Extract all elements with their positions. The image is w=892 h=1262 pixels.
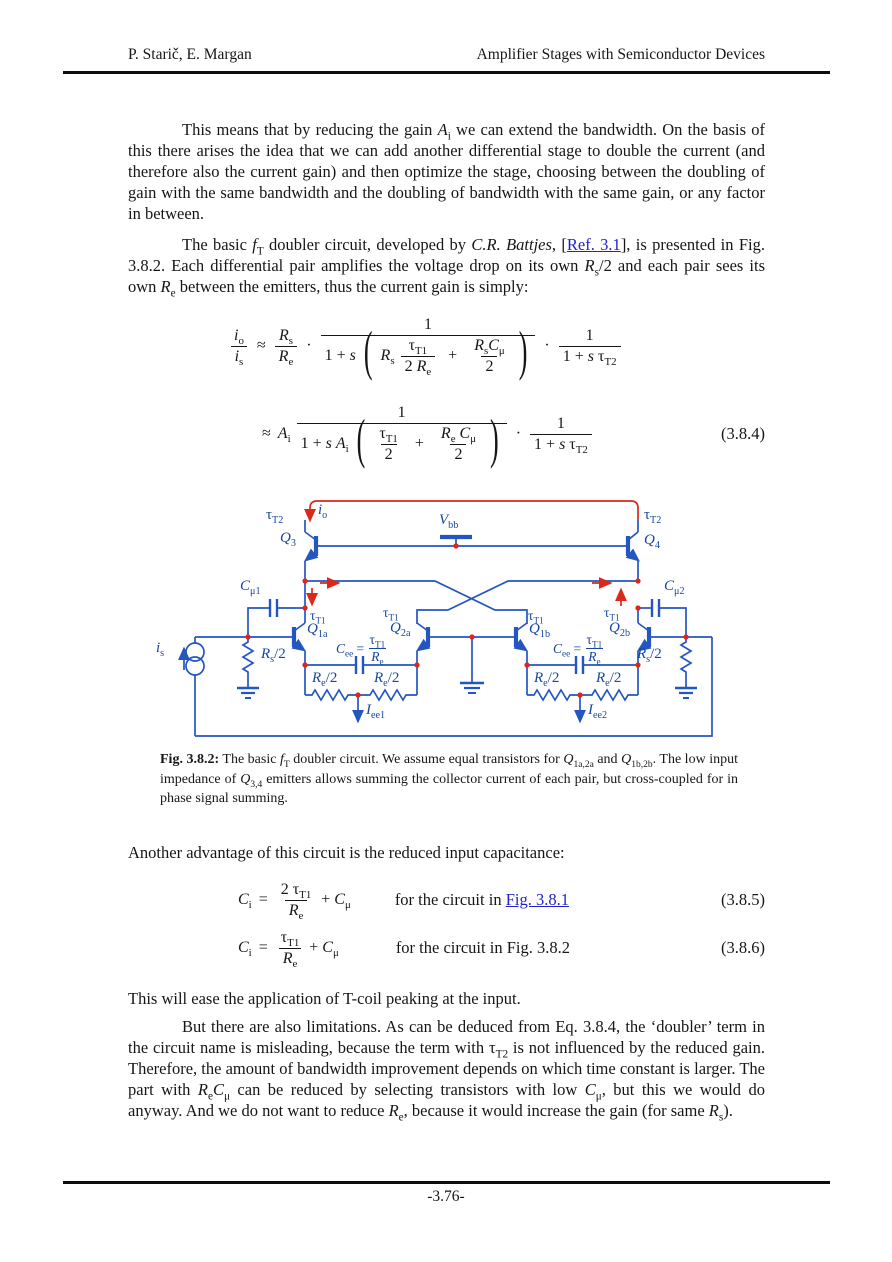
paragraph-1	[128, 119, 765, 224]
circuit-wires	[184, 520, 712, 736]
paragraph-2-pre: The basic $f_T$ doubler circuit, developed by C.R. Battjes, [	[182, 235, 567, 258]
header-book-title: Amplifier Stages with Semiconductor Devices	[476, 46, 765, 63]
approx-op: ≈	[262, 425, 271, 442]
circuit-svg	[140, 490, 800, 752]
q2a-label: $Q_{2a}$	[390, 620, 411, 639]
paragraph-3-text: Another advantage of this circuit is the reduced input capacitance:	[128, 843, 565, 862]
iee2-label: $I_{ee2}$	[588, 702, 608, 721]
q1b-label: $Q_{1b}$	[529, 621, 551, 640]
header-rule	[63, 71, 830, 74]
rs-half-left-label: $R_s/2$	[261, 646, 286, 665]
paragraph-3	[128, 842, 765, 863]
circuit-diagram	[140, 490, 800, 752]
current-direction-arrows	[312, 583, 621, 606]
iee1-label: $I_{ee1}$	[366, 702, 386, 721]
frac-taut1-2: $\frac{\tau_{T1}}{2}$	[379, 425, 398, 463]
equation-386-row	[128, 922, 765, 974]
tau-t1-q1b-label: $\tau_{T1}$	[528, 608, 544, 626]
q1a-label: $Q_{1a}$	[307, 621, 328, 640]
c-mu2-label: $C_{\mu 2}$	[664, 578, 685, 597]
paragraph-5-text: But there are also limitations. As can be deduced from Eq. 3.8.4, the ‘doubler’ term in the circuit name is misleading, because the term with $\tau_{T2}$ is not influenced by the reduced gain. Therefore, the amount of bandwidth improvement depends on which time constant is larger. The part with $R_eC_\mu$ can be reduced by selecting transistors with low $C_\mu$, but this we would do anyway. And we do not want to reduce $R_e$, because it would increase the gain (for same $R_s$).	[128, 1017, 765, 1124]
equation-384-line2	[255, 404, 594, 470]
fig-3-8-1-link[interactable]: Fig. 3.8.1	[505, 890, 569, 909]
equation-386-context: for the circuit in Fig. 3.8.2	[395, 938, 570, 957]
cee-a-label: $C_{ee}$ = $\frac{\tau_{T1}}{R_e}$	[336, 632, 386, 667]
c-mu1-label: $C_{\mu 1}$	[240, 578, 261, 597]
page-number: -3.76-	[427, 1188, 465, 1205]
tau-t2-left-label: $\tau_{T2}$	[266, 507, 284, 526]
equation-385-context: for the circuit in Fig. 3.8.1	[394, 890, 569, 909]
paragraph-2	[128, 234, 765, 300]
re-half-2-label: $R_e/2$	[374, 670, 400, 689]
tau-t1-q2b-label: $\tau_{T1}$	[604, 605, 620, 623]
paragraph-2-post: ], is presented in Fig. 3.8.2. Each differential pair amplifies the voltage drop on its own $R_s/2$ and each pair sees its own $R_e$ between the emitters, thus the current gain is simply:	[128, 235, 765, 300]
equation-384-row2	[128, 398, 765, 470]
paragraph-5	[128, 1016, 765, 1124]
frac-taut1-2re: $\frac{\tau_{T1}}{2 R_e}$	[401, 337, 436, 376]
frac-main-2: 1 1 + s $A_i$ ( $\frac{\tau_{T1}}{2}$ + $\frac{R_e C_\mu}{2}$ )	[297, 404, 507, 464]
io-output-wire	[310, 501, 638, 520]
transistor-bars	[294, 536, 649, 647]
vbb-label: $V_{bb}$	[439, 512, 459, 531]
ai-term: $A_i$	[277, 425, 291, 446]
io-label: $i_o$	[318, 502, 328, 521]
paragraph-1-text: This means that by reducing the gain $A_i$ we can extend the bandwidth. On the basis of this there arises the idea that we can add another differential stage to double the current (and therefore also the current gain) and then optimize the stage, choosing between the doubling of gain with the same bandwidth and the doubling of bandwidth with the same gain, or any factor in between.	[128, 120, 765, 223]
frac-recmu-2: $\frac{R_e C_\mu}{2}$	[440, 425, 477, 463]
re-half-1-label: $R_e/2$	[312, 670, 338, 689]
page-header	[128, 46, 765, 64]
is-label: $i_s$	[156, 640, 165, 659]
footer-rule	[63, 1181, 830, 1184]
frac-pole2b: $\frac{1}{1 + s \tau_{T2}}$	[530, 415, 592, 454]
approx-op: ≈	[256, 337, 266, 354]
header-authors: P. Starič, E. Margan	[128, 46, 252, 63]
equation-384-line1	[228, 316, 623, 382]
cdot-op: ·	[515, 425, 522, 442]
q4-label: $Q_4$	[644, 532, 660, 551]
rs-half-right-label: $R_s/2$	[637, 646, 662, 665]
paragraph-4	[128, 988, 765, 1009]
re-half-4-label: $R_e/2$	[596, 670, 622, 689]
equation-386-number: (3.8.6)	[721, 938, 765, 957]
figure-caption-label: Fig. 3.8.2:	[160, 752, 220, 767]
re-half-3-label: $R_e/2$	[534, 670, 560, 689]
frac-ci-1: $\frac{2 \tau_{T1}}{R_e}$	[280, 880, 312, 922]
q3-label: $Q_3$	[280, 530, 296, 549]
ref-3-1-link[interactable]: Ref. 3.1	[566, 235, 621, 254]
cee-b-label: $C_{ee}$ = $\frac{\tau_{T1}}{R_e}$	[553, 632, 603, 667]
figure-caption-text: The basic $f_T$ doubler circuit. We assume equal transistors for $Q_{1a,2a}$ and $Q_{1b,2b}$. The low input impedance of $Q_{3,4}$ emitters allows summing the collector current of each pair, but cross-coupled for in phase signal summing.	[160, 752, 739, 806]
equation-385-math: $C_i$ = $\frac{2 \tau_{T1}}{R_e}$ + $C_\mu$	[238, 880, 351, 922]
frac-main-1: 1 1 + s ( $R_s$ $\frac{\tau_{T1}}{2 R_e}$ + $\frac{R_sC_\mu}{2}$ )	[321, 316, 536, 376]
equation-385-number: (3.8.5)	[721, 890, 765, 909]
q2b-label: $Q_{2b}$	[609, 620, 631, 639]
tau-t2-right-label: $\tau_{T2}$	[644, 507, 662, 526]
frac-ci-2: $\frac{\tau_{T1}}{R_e}$	[277, 929, 304, 968]
equation-386-math: $C_i$ = $\frac{\tau_{T1}}{R_e}$ + $C_\mu$	[238, 928, 339, 970]
frac-rscmu-2: $\frac{R_sC_\mu}{2}$	[474, 337, 505, 375]
figure-caption	[160, 750, 738, 809]
equation-385-row	[128, 874, 765, 926]
frac-pole2: $\frac{1}{1 + s \tau_{T2}}$	[559, 327, 621, 366]
frac-io-is: $\frac{i_o}{i_s}$	[230, 327, 248, 366]
frac-rs-re: $\frac{R_s}{R_e}$	[275, 327, 298, 366]
tau-t1-q1a-label: $\tau_{T1}$	[310, 608, 326, 626]
paragraph-4-text: This will ease the application of T-coil peaking at the input.	[128, 989, 521, 1008]
equation-384-number: (3.8.4)	[721, 424, 765, 443]
tau-t1-q2a-label: $\tau_{T1}$	[383, 605, 399, 623]
cdot-op: ·	[306, 337, 312, 354]
cdot-op: ·	[544, 337, 550, 354]
